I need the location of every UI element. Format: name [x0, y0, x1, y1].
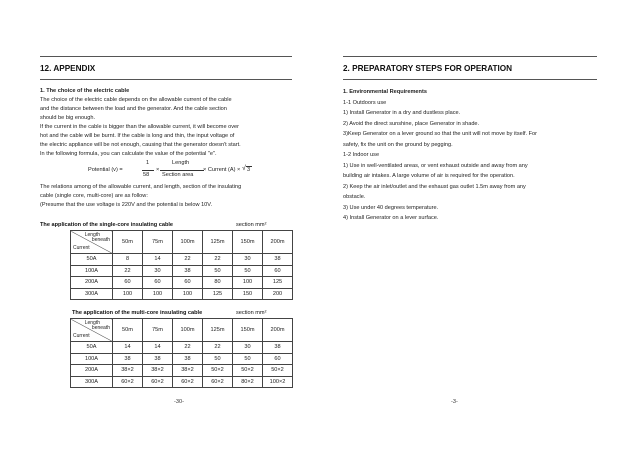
table-cell: 60×2	[113, 376, 143, 388]
current-cell: 300A	[71, 376, 113, 388]
table-cell: 30	[233, 254, 263, 266]
header-rule	[40, 56, 292, 57]
header-rule	[343, 56, 597, 57]
table-header-row	[71, 231, 293, 254]
table-cell: 100	[233, 277, 263, 289]
text-line: The relations among of the allowable current, and length, section of the insulating	[40, 184, 242, 190]
relations-text	[40, 183, 292, 210]
text-line: 4) Install Generator on a lever surface.	[343, 215, 439, 221]
formula-den1: 58	[143, 172, 150, 178]
current-cell: 50A	[71, 342, 113, 354]
table-cell: 200	[263, 288, 293, 300]
table-cell: 80×2	[233, 376, 263, 388]
table-cell: 100	[173, 288, 203, 300]
title-rule	[40, 79, 292, 80]
current-cell: 50A	[71, 254, 113, 266]
column-header: 125m	[203, 231, 233, 254]
current-cell: 200A	[71, 365, 113, 377]
table-cell: 30	[233, 342, 263, 354]
text-line: the electric appliance will be not enough, causing that the generator doesn't start.	[40, 142, 241, 148]
table-row	[71, 376, 293, 388]
text-line: safety, fix the unit on the ground by pegging.	[343, 141, 453, 148]
text-line: The choice of the electric cable depends on the allowable current of the cable	[40, 97, 232, 103]
table2-unit: section mm²	[236, 310, 267, 316]
formula-num1: 1	[146, 160, 150, 166]
table-cell: 60×2	[143, 376, 173, 388]
table-cell: 50×2	[203, 365, 233, 377]
column-header: 75m	[143, 319, 173, 342]
table-row	[71, 288, 293, 300]
current-cell: 100A	[71, 353, 113, 365]
text-line: 2) Keep the air inlet/outlet and the exhaust gas outlet 1.5m away from any	[343, 183, 526, 190]
table-cell: 60×2	[203, 376, 233, 388]
single-core-table	[70, 230, 293, 300]
formula-times: ×	[156, 167, 160, 173]
table1-unit: section mm²	[236, 222, 267, 228]
table-cell: 22	[203, 254, 233, 266]
table-cell: 38	[263, 342, 293, 354]
section-title: 2. PREPARATORY STEPS FOR OPERATION	[343, 64, 513, 73]
page-number: -3-	[451, 399, 458, 405]
formula-rhs: × Current (A) ×	[203, 167, 241, 173]
text-line: If the current in the cable is bigger than the allowable current, it will become over	[40, 124, 239, 130]
table-cell: 60	[263, 265, 293, 277]
table1-title: The application of the single-core insulating cable	[40, 222, 174, 228]
column-header: 125m	[203, 319, 233, 342]
text-line: In the following formula, you can calculate the value of the potential "e".	[40, 151, 217, 157]
corner-current: Current	[73, 333, 90, 339]
text-line: should be big enough.	[40, 115, 96, 121]
table-cell: 22	[173, 342, 203, 354]
corner-beneath: beneath	[91, 325, 110, 331]
text-line: hot and the cable will be burnt. If the cable is long and thin, the input voltage of	[40, 133, 235, 139]
table-cell: 50	[203, 353, 233, 365]
column-header: 75m	[143, 231, 173, 254]
table1-caption	[40, 222, 173, 228]
table-header-row	[71, 319, 293, 342]
table-cell: 38	[173, 353, 203, 365]
table-cell: 150	[233, 288, 263, 300]
table-cell: 50×2	[233, 365, 263, 377]
text-line: 1) Install Generator in a dry and dustless place.	[343, 110, 461, 116]
current-cell: 300A	[71, 288, 113, 300]
text-line: 3)Keep Generator on a lever ground so that the unit will not move by itself. For	[343, 131, 538, 137]
current-cell: 200A	[71, 277, 113, 289]
table-cell: 80	[203, 277, 233, 289]
corner-beneath: beneath	[91, 237, 110, 243]
table-cell: 38	[263, 254, 293, 266]
table-cell: 50	[203, 265, 233, 277]
table-cell: 125	[263, 277, 293, 289]
table-cell: 38	[173, 265, 203, 277]
column-header: 50m	[113, 231, 143, 254]
table-cell: 60	[143, 277, 173, 289]
table-cell: 100	[113, 288, 143, 300]
table2-caption	[72, 310, 202, 316]
formula-num2: Length	[172, 160, 190, 166]
table-cell: 22	[173, 254, 203, 266]
text-line: and the distance between the load and the generator. And the cable section	[40, 106, 227, 112]
table-cell: 50	[233, 265, 263, 277]
table-cell: 14	[143, 342, 173, 354]
column-header: 100m	[173, 231, 203, 254]
table-cell: 100	[143, 288, 173, 300]
table-cell: 60×2	[173, 376, 203, 388]
right-page	[319, 0, 638, 452]
table2-title: The application of the multi-core insulating cable	[72, 310, 203, 316]
table-row	[71, 265, 293, 277]
text-line: 1-2 Indoor use	[343, 152, 380, 158]
table-row	[71, 342, 293, 354]
column-header: 50m	[113, 319, 143, 342]
corner-cell	[71, 319, 113, 342]
table-cell: 50×2	[263, 365, 293, 377]
corner-length: Length	[84, 232, 100, 238]
table-row	[71, 365, 293, 377]
text-line: 1-1 Outdoors use	[343, 99, 387, 106]
text-line: (Presume that the use voltage is 220V and the potential is below 10V.	[40, 202, 213, 208]
table-cell: 38×2	[113, 365, 143, 377]
corner-length: Length	[84, 320, 100, 326]
title-rule	[343, 79, 597, 80]
page-number: -30-	[174, 399, 184, 405]
table-cell: 60	[173, 277, 203, 289]
text-line: 3) Use under 40 degrees temperature.	[343, 204, 439, 211]
table-cell: 60	[113, 277, 143, 289]
table-cell: 22	[203, 342, 233, 354]
table-cell: 38	[113, 353, 143, 365]
subheading: 1. Environmental Requirements	[343, 89, 427, 95]
table-cell: 38	[143, 353, 173, 365]
column-header: 100m	[173, 319, 203, 342]
table-cell: 38×2	[143, 365, 173, 377]
table-cell: 14	[113, 342, 143, 354]
table-cell: 50	[233, 353, 263, 365]
text-line: building air intakes. A large volume of air is required for the operation.	[343, 173, 515, 179]
current-cell: 100A	[71, 265, 113, 277]
table-cell: 38×2	[173, 365, 203, 377]
fraction-bar	[160, 170, 204, 171]
formula-sqrt-value: 3	[247, 167, 251, 173]
text-line: 1) Use in well-ventilated areas, or vent exhaust outside and away from any	[343, 162, 528, 169]
table-cell: 22	[113, 265, 143, 277]
text-line: cable (single core, multi-core) are as follow:	[40, 193, 148, 199]
formula-den2: Section area	[162, 172, 194, 178]
environment-text	[343, 87, 597, 224]
table-row	[71, 277, 293, 289]
formula-lhs: Potential (v) =	[88, 167, 123, 173]
appendix-text	[40, 87, 292, 159]
table-row	[71, 254, 293, 266]
fraction-bar	[142, 170, 154, 171]
column-header: 150m	[233, 231, 263, 254]
corner-current: Current	[73, 245, 90, 251]
table-cell: 8	[113, 254, 143, 266]
text-line: 2) Avoid the direct sunshine, place Generator in shade.	[343, 120, 480, 127]
table-cell: 125	[203, 288, 233, 300]
column-header: 150m	[233, 319, 263, 342]
subheading: 1. The choice of the electric cable	[40, 88, 130, 94]
table-cell: 100×2	[263, 376, 293, 388]
corner-cell	[71, 231, 113, 254]
section-title: 12. APPENDIX	[40, 64, 96, 73]
table-cell: 30	[143, 265, 173, 277]
table-row	[71, 353, 293, 365]
table-cell: 60	[263, 353, 293, 365]
column-header: 200m	[263, 231, 293, 254]
text-line: obstacle.	[343, 194, 366, 200]
multi-core-table	[70, 318, 293, 388]
column-header: 200m	[263, 319, 293, 342]
table-cell: 14	[143, 254, 173, 266]
sqrt-icon: √	[242, 165, 246, 172]
